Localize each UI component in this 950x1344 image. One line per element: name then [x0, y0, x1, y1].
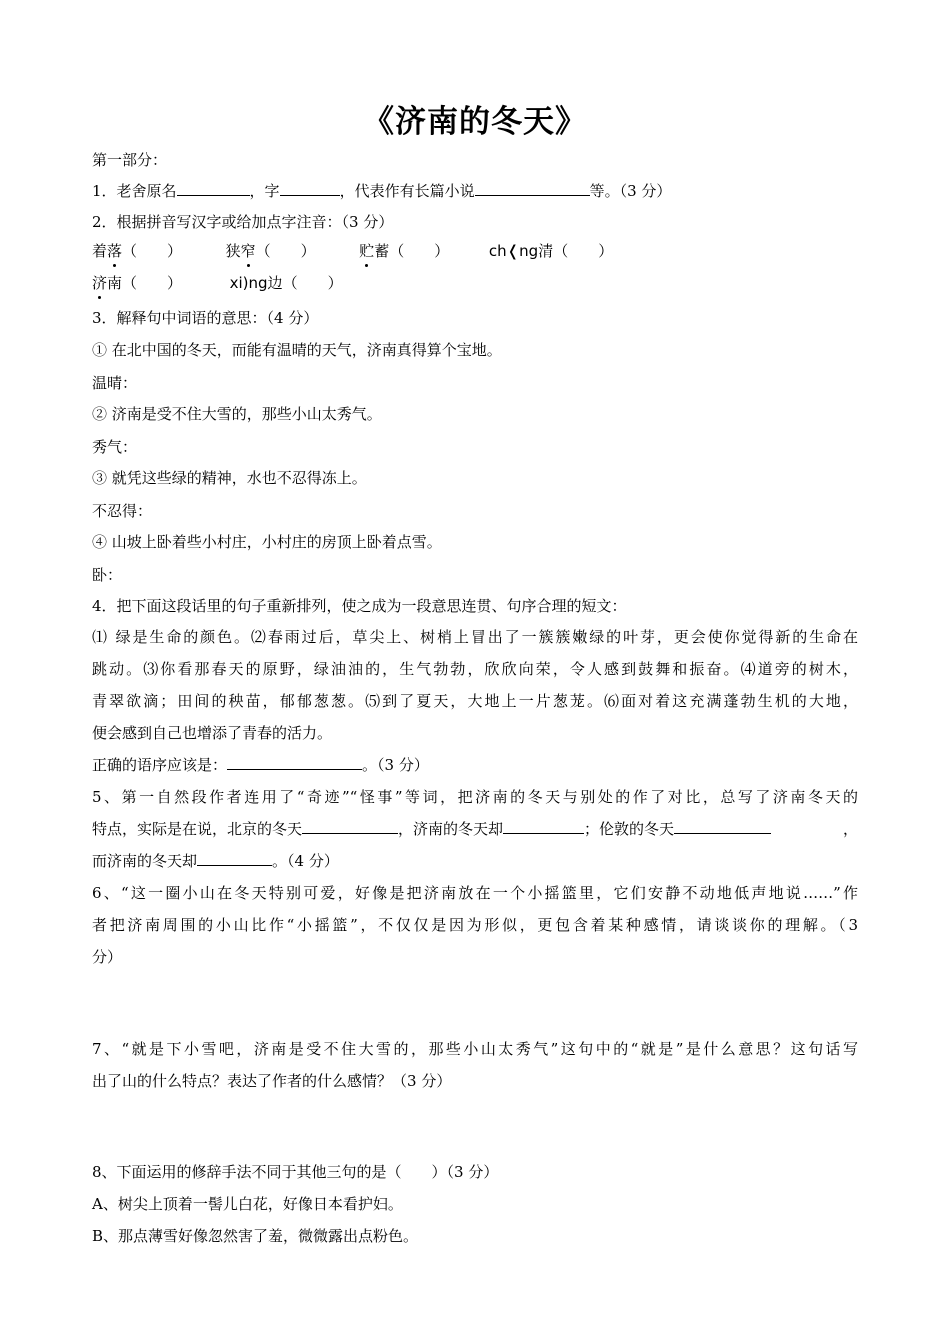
q5-line-1: 5、第一自然段作者连用了“奇迹”“怪事”等词，把济南的冬天与别处的作了对比，总写了济南冬天的: [92, 788, 858, 806]
q1-text-a: 1．老舍原名: [92, 182, 177, 200]
q3-word-4: 卧：: [92, 566, 123, 584]
q2-item-f: [230, 274, 343, 292]
question-8-stem: 8、下面运用的修辞手法不同于其他三句的是（ ）（3 分）: [92, 1163, 499, 1181]
q2-c-dotted-char: 贮: [359, 242, 375, 260]
q5-text-d: ，: [842, 820, 858, 838]
q5-text-b: ，济南的冬天却: [398, 820, 504, 838]
q6-line-2: 者把济南周围的小山比作“小摇篮”，不仅仅是因为形似，更包含着某种感情，请谈谈你的理解。（3: [92, 916, 858, 934]
q1-text-d: 等。（3 分）: [589, 182, 672, 200]
q2-e-dotted-char: 济: [92, 274, 108, 292]
q2-b-answer[interactable]: （ ）: [255, 242, 316, 260]
q3-sentence-3: ③ 就凭这些绿的精神，水也不忍得冻上。: [92, 469, 367, 487]
q5-score: 。（4 分）: [272, 852, 339, 870]
q5-blank-jinan-1[interactable]: [503, 819, 584, 834]
q3-sentence-4: ④ 山坡上卧着些小村庄，小村庄的房顶上卧着点雪。: [92, 533, 442, 551]
q4-passage-line-2: 跳动。⑶你看那春天的原野，绿油油的，生气勃勃，欣欣向荣，令人感到鼓舞和振奋。⑷道旁的树木，: [92, 660, 858, 678]
q5-blank-jinan-2[interactable]: [197, 851, 272, 866]
q5-text-e: 而济南的冬天却: [92, 852, 198, 870]
q2-a-answer[interactable]: （ ）: [122, 242, 183, 260]
q1-blank-novel[interactable]: [475, 181, 590, 196]
q3-sentence-1: ① 在北中国的冬天，而能有温晴的天气，济南真得算个宝地。: [92, 341, 502, 359]
q4-passage-line-4: 便会感到自己也增添了青春的活力。: [92, 724, 333, 742]
q1-blank-name[interactable]: [177, 181, 250, 196]
question-3-stem: 3．解释句中词语的意思：（4 分）: [92, 309, 319, 327]
q2-e-char: 南: [107, 274, 123, 292]
q2-c-char: 蓄: [374, 242, 390, 260]
q2-f-char: 边: [267, 274, 283, 292]
q2-a-dotted-char: 落: [107, 242, 123, 260]
q2-item-a: [92, 242, 182, 260]
q3-sentence-2: ② 济南是受不住大雪的，那些小山太秀气。: [92, 405, 382, 423]
question-4-stem: 4．把下面这段话里的句子重新排列，使之成为一段意思连贯、句序合理的短文：: [92, 597, 627, 615]
question-2-stem: 2．根据拼音写汉字或给加点字注音：（3 分）: [92, 213, 394, 231]
q6-line-1: 6、“这一圈小山在冬天特别可爱，好像是把济南放在一个小摇篮里，它们安静不动地低声地说……”作: [92, 884, 858, 902]
q1-blank-style[interactable]: [280, 181, 340, 196]
q2-d-answer[interactable]: （ ）: [553, 242, 614, 260]
q3-word-3: 不忍得：: [92, 502, 153, 520]
q3-word-2: 秀气：: [92, 438, 138, 456]
q2-item-d: [489, 242, 613, 260]
part-heading: 第一部分：: [92, 151, 168, 169]
q5-blank-london[interactable]: [674, 819, 771, 834]
q1-text-b: ，字: [249, 182, 280, 200]
q7-line-1: 7、“就是下小雪吧，济南是受不住大雪的，那些小山太秀气”这句中的“就是”是什么意思？这句话写: [92, 1040, 858, 1058]
q2-f-answer[interactable]: （ ）: [282, 274, 343, 292]
q4-answer-line: [92, 755, 429, 775]
q5-blank-beijing[interactable]: [302, 819, 398, 834]
q4-answer-blank[interactable]: [227, 755, 362, 770]
q3-word-1: 温晴：: [92, 374, 138, 392]
q4-passage-line-3: 青翠欲滴；田间的秧苗，郁郁葱葱。⑸到了夏天，大地上一片葱茏。⑹面对着这充满蓬勃生机的大地，: [92, 692, 858, 710]
q4-passage-line-1: ⑴ 绿是生命的颜色。⑵春雨过后，草尖上、树梢上冒出了一簇簇嫩绿的叶芽，更会使你觉得新的生命在: [92, 628, 858, 646]
q8-option-a: A、树尖上顶着一髻儿白花，好像日本看护妇。: [92, 1195, 403, 1213]
q2-b-dotted-char: 窄: [240, 242, 256, 260]
q2-c-answer[interactable]: （ ）: [389, 242, 450, 260]
q5-line-3: [92, 851, 339, 871]
q5-line-2: [92, 819, 858, 839]
q6-line-3: 分）: [92, 948, 123, 966]
q5-text-c: ；伦敦的冬天: [584, 820, 675, 838]
q2-a-char: 着: [92, 242, 108, 260]
question-2-row-1: [92, 241, 613, 261]
question-1: [92, 181, 671, 201]
q2-item-e: [92, 274, 182, 292]
question-2-row-2: [92, 273, 343, 293]
q2-f-pinyin: xi)ng: [229, 274, 268, 292]
q7-line-2: 出了山的什么特点？表达了作者的什么感情？（3 分）: [92, 1072, 452, 1090]
q4-score: 。（3 分）: [362, 756, 429, 774]
q2-item-b: [226, 242, 316, 260]
q2-b-char: 狭: [225, 242, 241, 260]
q2-item-c: [359, 242, 449, 260]
q5-text-a: 特点，实际是在说，北京的冬天: [92, 820, 303, 838]
q2-e-answer[interactable]: （ ）: [122, 274, 183, 292]
q2-d-char: 清: [538, 242, 554, 260]
q8-option-b: B、那点薄雪好像忽然害了羞，微微露出点粉色。: [92, 1227, 419, 1245]
document-title: 《济南的冬天》: [363, 104, 587, 140]
q4-answer-label: 正确的语序应该是：: [92, 756, 228, 774]
q2-d-pinyin: ch❬ng: [488, 242, 539, 260]
q1-text-c: ，代表作有长篇小说: [339, 182, 475, 200]
